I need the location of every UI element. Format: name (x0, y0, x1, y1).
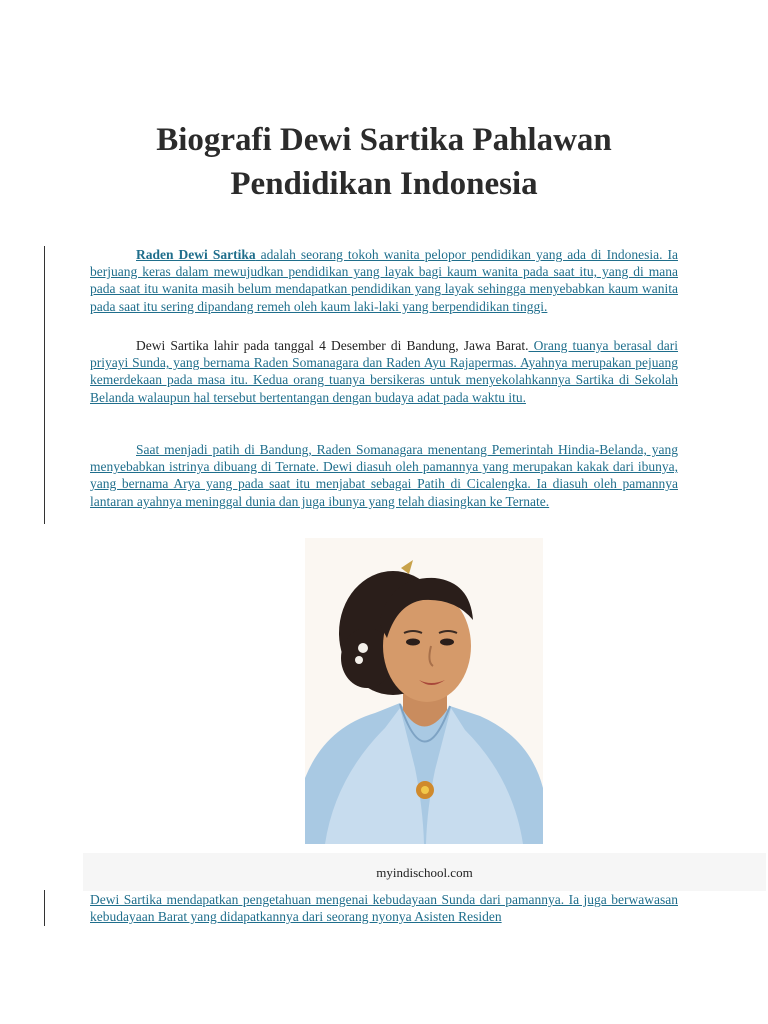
caption-band (83, 853, 766, 891)
margin-bar (44, 246, 45, 524)
title-line-2: Pendidikan Indonesia (230, 166, 538, 202)
portrait-image (305, 538, 543, 844)
paragraph-3-link[interactable]: Saat menjadi patih di Bandung, Raden Somanagara menentang Pemerintah Hindia-Belanda, yang menyebabkan istrinya dibuang di Ternate. Dewi diasuh oleh pamannya yang merupakan kakak dari ibunya, yang bernama Arya yang pada saat itu menjabat sebagai Patih di Cicalengka. Ia diasuh oleh pamannya lantaran ayahnya meninggal dunia dan juga ibunya yang telah diasingkan ke Ternate. (90, 442, 678, 509)
lead-name-link[interactable]: Raden Dewi Sartika (136, 247, 256, 262)
page-title (90, 118, 678, 206)
paragraph-1 (90, 246, 678, 315)
margin-bar-2 (44, 890, 45, 926)
image-caption: myindischool.com (376, 865, 473, 880)
title-line-1: Biografi Dewi Sartika Pahlawan (156, 122, 612, 158)
paragraph-4-link[interactable]: Dewi Sartika mendapatkan pengetahuan mengenai kebudayaan Sunda dari pamannya. Ia juga berwawasan kebudayaan Barat yang didapatkannya dari seorang nyonya Asisten Residen (90, 892, 678, 925)
paragraph-3 (90, 441, 678, 510)
paragraph-2 (90, 337, 678, 406)
paragraph-2-text: Dewi Sartika lahir pada tanggal 4 Desember di Bandung, Jawa Barat. (136, 338, 529, 353)
paragraph-4 (90, 891, 678, 925)
paragraph-1-link[interactable]: adalah seorang tokoh wanita pelopor pendidikan yang ada di Indonesia. Ia berjuang keras dalam mewujudkan pendidikan yang layak bagi kaum wanita pada saat itu, yang di mana pada saat itu wanita masih belum mendapatkan pendidikan yang layak sehingga menyebabkan kaum wanita pada saat itu sering dipandang remeh oleh kaum laki-laki yang berpendidikan tinggi. (90, 247, 678, 314)
paragraph-2-link[interactable]: Orang tuanya berasal dari priyayi Sunda, yang bernama Raden Somanagara dan Raden Ayu Rajapermas. Ayahnya merupakan pejuang kemerdekaan pada masa itu. Kedua orang tuanya bersikeras untuk menyekolahkannya Sartika di Sekolah Belanda walaupun hal tersebut bertentangan dengan budaya adat pada waktu itu. (90, 338, 679, 405)
portrait-illustration (305, 538, 543, 844)
